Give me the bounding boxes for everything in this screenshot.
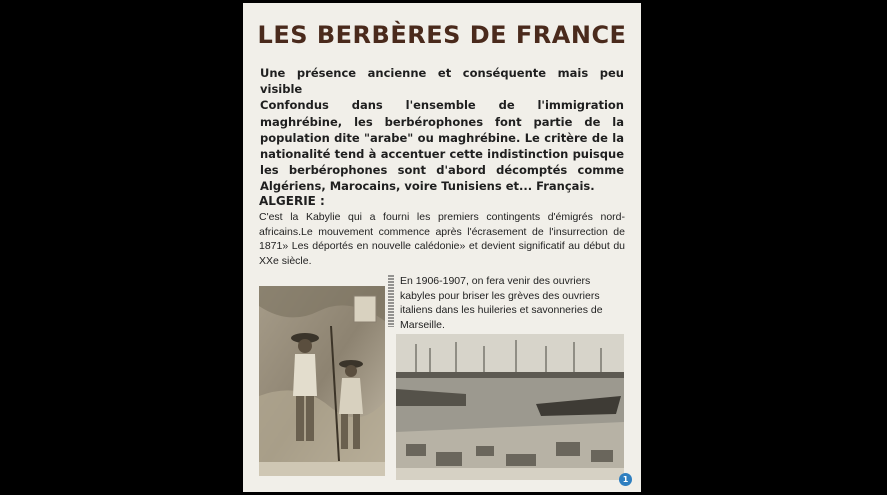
intro-line-body: Confondus dans l'ensemble de l'immigration maghrébine, les berbérophones font partie de la population dite "arabe" ou maghrébine. Le critère de la nationalité tend à accentuer cette indistinction puisque les berbérophones sont d'abord décomptés comme Algériens, Marocains, voire Tunisiens et... Français.	[260, 98, 624, 194]
left-photo-postcard	[259, 286, 385, 476]
section-heading-algerie: ALGERIE :	[259, 194, 325, 208]
page-number-badge: 1	[619, 473, 632, 486]
marseille-harbour-image	[396, 334, 624, 480]
intro-line-subtitle: Une présence ancienne et conséquente mais peu visible	[260, 66, 624, 97]
right-photo-postcard	[396, 334, 624, 480]
photo-credit-vertical	[388, 275, 394, 327]
page-title: LES BERBÈRES DE FRANCE	[257, 21, 627, 49]
intro-text	[260, 65, 624, 195]
paragraph-marseille: En 1906-1907, on fera venir des ouvriers kabyles pour briser les grèves des ouvriers italiens dans les huileries et savonneries de Marseille.	[400, 275, 603, 331]
kabyle-boys-image	[259, 286, 385, 476]
document-page	[243, 3, 641, 492]
paragraph-kabylie: C'est la Kabylie qui a fourni les premiers contingents d'émigrés nord-africains.Le mouvement commence après l'écrasement de l'insurrection de 1871» Les déportés en nouvelle calédonie» et devient significatif au début du XXe siècle.	[259, 211, 625, 267]
